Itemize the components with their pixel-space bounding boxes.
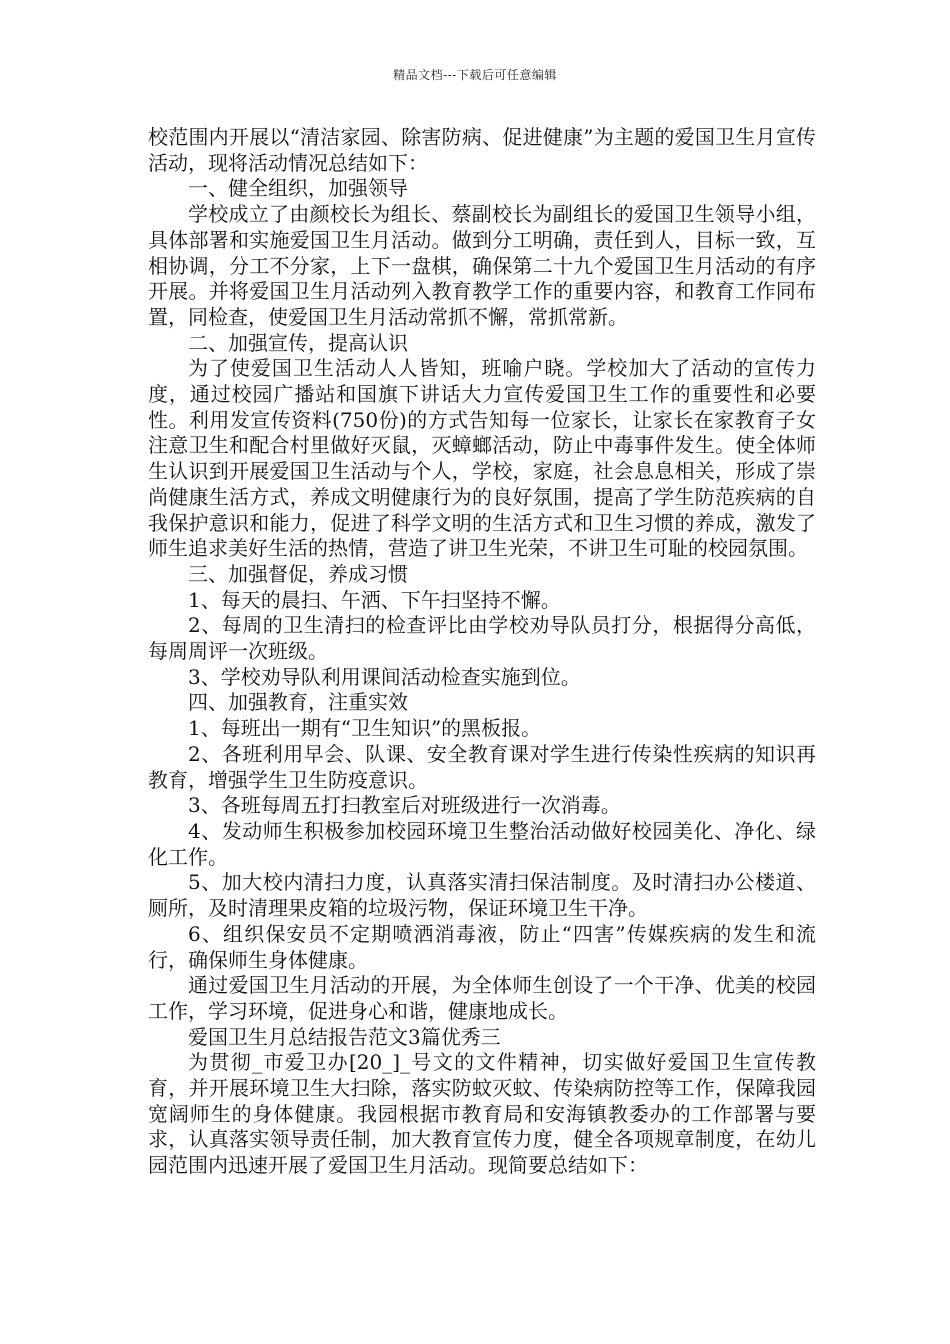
section-heading: 三、加强督促，养成习惯 — [188, 561, 408, 586]
list-item: 4、发动师生积极参加校园环境卫生整治活动做好校园美化、净化、绿化工作。 — [148, 818, 816, 869]
list-item: 1、每班出一期有“卫生知识”的黑板报。 — [188, 716, 542, 741]
section-heading: 一、健全组织，加强领导 — [188, 176, 408, 201]
list-item: 2、各班利用早会、队课、安全教育课对学生进行传染性疾病的知识再教育，增强学生卫生防疫意识。 — [148, 741, 816, 792]
paragraph: 学校成立了由颜校长为组长、蔡副校长为副组长的爱国卫生领导小组，具体部署和实施爱国卫生月活动。做到分工明确，责任到人，目标一致，互相协调，分工不分家，上下一盘棋，确保第二十九个爱国卫生月活动的有序开展。并将爱国卫生月活动列入教育教学工作的重要内容，和教育工作同布置，同检查，使爱国卫生月活动常抓不懈，常抓常新。 — [148, 202, 816, 329]
list-item: 2、每周的卫生清扫的检查评比由学校劝导队员打分，根据得分高低，每周周评一次班级。 — [148, 613, 816, 664]
list-item: 6、组织保安员不定期喷洒消毒液，防止“四害”传媒疾病的发生和流行，确保师生身体健康。 — [148, 921, 816, 972]
document-body — [148, 125, 816, 1179]
paragraph: 为了使爱国卫生活动人人皆知，班喻户晓。学校加大了活动的宣传力度，通过校园广播站和国旗下讲话大力宣传爱国卫生工作的重要性和必要性。利用发宣传资料(750份)的方式告知每一位家长，让家长在家教育子女注意卫生和配合村里做好灭鼠，灭蟑螂活动，防止中毒事件发生。使全体师生认识到开展爱国卫生活动与个人，学校，家庭，社会息息相关，形成了崇尚健康生活方式，养成文明健康行为的良好氛围，提高了学生防范疾病的自我保护意识和能力，促进了科学文明的生活方式和卫生习惯的养成，激发了师生追求美好生活的热情，营造了讲卫生光荣，不讲卫生可耻的校园氛围。 — [148, 356, 816, 561]
list-item: 3、学校劝导队利用课间活动检查实施到位。 — [188, 664, 581, 689]
paragraph: 校范围内开展以“清洁家园、除害防病、促进健康”为主题的爱国卫生月宣传活动，现将活动情况总结如下： — [148, 125, 816, 175]
section-heading: 爱国卫生月总结报告范文3篇优秀三 — [188, 1024, 501, 1049]
list-item: 3、各班每周五打扫教室后对班级进行一次消毒。 — [188, 793, 621, 818]
section-heading: 二、加强宣传，提高认识 — [188, 330, 408, 355]
section-heading: 四、加强教育，注重实效 — [188, 690, 408, 715]
paragraph: 为贯彻_市爱卫办[20_]_号文的文件精神，切实做好爱国卫生宣传教育，并开展环境卫生大扫除，落实防蚊灭蚊、传染病防控等工作，保障我园宽阔师生的身体健康。我园根据市教育局和安海镇教委办的工作部署与要求，认真落实领导责任制，加大教育宣传力度，健全各项规章制度，在幼儿园范围内迅速开展了爱国卫生月活动。现简要总结如下： — [148, 1050, 816, 1178]
list-item: 1、每天的晨扫、午洒、下午扫坚持不懈。 — [188, 587, 561, 612]
paragraph: 通过爱国卫生月活动的开展，为全体师生创设了一个干净、优美的校园工作，学习环境，促进身心和谐，健康地成长。 — [148, 973, 816, 1023]
list-item: 5、加大校内清扫力度，认真落实清扫保洁制度。及时清扫办公楼道、厕所，及时清理果皮箱的垃圾污物，保证环境卫生干净。 — [148, 870, 816, 921]
page-header: 精品文档---下载后可任意编辑 — [393, 68, 557, 82]
